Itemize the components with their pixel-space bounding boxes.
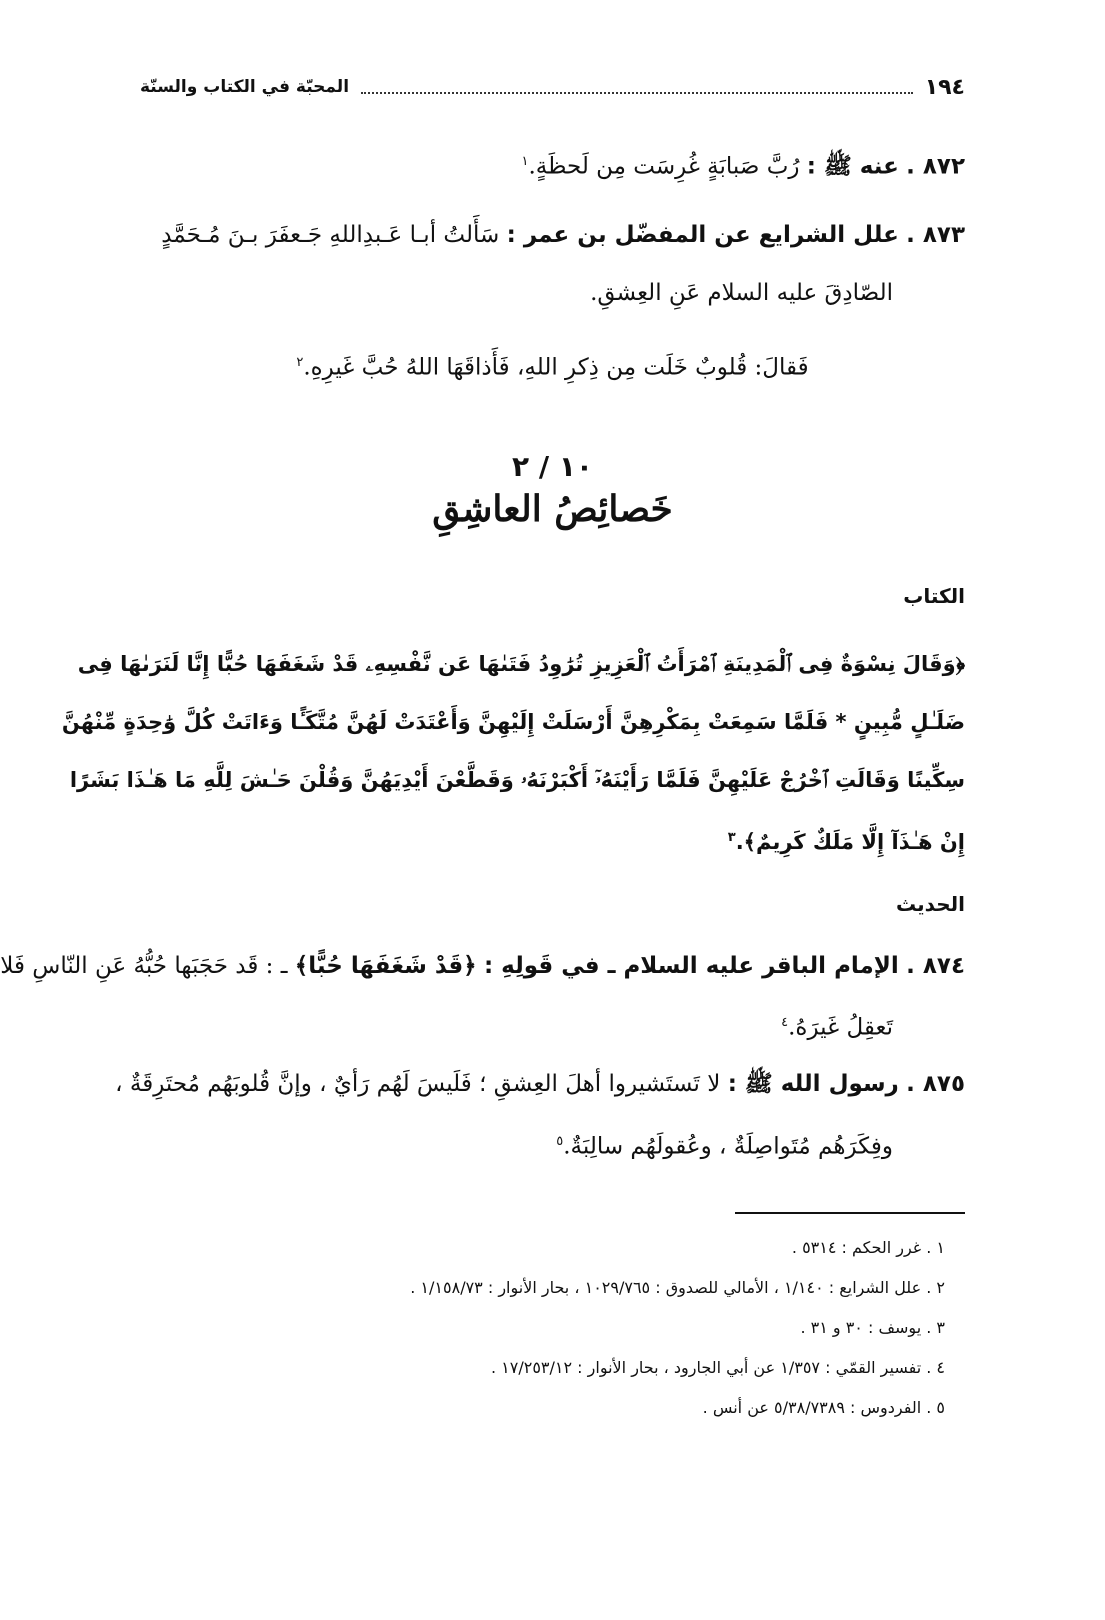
- hadith-heading: الحديث: [895, 892, 965, 916]
- footnote-ref: ٤: [781, 1015, 789, 1030]
- entry-873-line-3: [140, 343, 965, 388]
- footnote-ref: ٣: [727, 830, 736, 845]
- entry-text: تَعقِلُ غَيرَهُ.: [788, 1014, 893, 1041]
- quran-quote: ﴿قَدْ شَغَفَهَا حُبًّا﴾: [294, 953, 477, 979]
- entry-text: لا تَستَشيروا أهلَ العِشقِ ؛ فَلَيسَ لَهُم رَأيٌ ، وإنَّ قُلوبَهُم مُحتَرِقَةٌ ،: [115, 1071, 721, 1097]
- entry-number: ٨٧٤ .: [906, 953, 965, 979]
- entry-source: عنه ﷺ :: [806, 153, 899, 180]
- entry-873-line-1: [140, 215, 965, 255]
- footnote-ref: ٥: [556, 1134, 564, 1149]
- footnote-5: ٥ . الفردوس : ٥/٣٨/٧٣٨٩ عن أنس .: [702, 1398, 945, 1417]
- quran-line-1: ﴿وَقَالَ نِسْوَةٌ فِى ٱلْمَدِينَةِ ٱمْرَأَتُ ٱلْعَزِيزِ تُرَٰوِدُ فَتَىٰهَا عَن نَّفْسِهِۦ قَدْ شَغَفَهَا حُبًّا إِنَّا لَنَرَىٰهَا فِى: [77, 652, 965, 676]
- page-number: ١٩٤: [924, 74, 965, 100]
- kitab-heading: الكتاب: [903, 584, 965, 608]
- entry-source: الإمام الباقر عليه السلام ـ في قَولِهِ :: [483, 953, 899, 979]
- entry-874-line-2: [140, 1003, 893, 1048]
- quran-text: إِنْ هَـٰذَآ إِلَّا مَلَكٌ كَرِيمٌ﴾.: [735, 830, 965, 854]
- quran-line-4: [140, 818, 965, 862]
- footnote-3: ٣ . يوسف : ٣٠ و ٣١ .: [800, 1318, 945, 1337]
- footnote-ref: ١: [521, 154, 529, 169]
- entry-number: ٨٧٥ .: [906, 1071, 965, 1097]
- footnote-ref: ٢: [296, 355, 304, 370]
- entry-number: ٨٧٢ .: [906, 153, 965, 180]
- entry-number: ٨٧٣ .: [906, 222, 965, 248]
- quran-line-3: سِكِّينًا وَقَالَتِ ٱخْرُجْ عَلَيْهِنَّ فَلَمَّا رَأَيْنَهُۥٓ أَكْبَرْنَهُۥ وَقَطَّعْنَ أَيْدِيَهُنَّ وَقُلْنَ حَـٰشَ لِلَّهِ مَا هَـٰذَا بَشَرًا: [69, 768, 965, 792]
- entry-text: وفِكَرَهُم مُتَواصِلَةٌ ، وعُقولَهُم سالِبَةٌ.: [563, 1133, 893, 1160]
- footnote-1: ١ . غرر الحكم : ٥٣١٤ .: [791, 1238, 945, 1257]
- entry-875-line-1: [115, 1064, 965, 1104]
- section-number: ١٠ / ٢: [511, 450, 593, 483]
- entry-text: ـ : قَد حَجَبَها حُبُّهُ عَنِ النّاسِ فَلا: [0, 953, 288, 979]
- entry-text: سَأَلتُ أبـا عَـبدِاللهِ جَـعفَرَ بـنَ مُـحَمَّدٍ: [161, 222, 500, 248]
- entry-text: الصّادِقَ عليه السلام عَنِ العِشقِ.: [590, 280, 893, 306]
- running-title: المحبّة في الكتاب والسنّة: [140, 77, 350, 97]
- entry-875-line-2: [140, 1122, 893, 1167]
- footnote-separator: [735, 1212, 965, 1214]
- entry-source: رسول الله ﷺ :: [727, 1071, 899, 1097]
- entry-source: علل الشرايع عن المفضّل بن عمر :: [506, 222, 899, 248]
- entry-874-line-1: [0, 946, 965, 986]
- footnote-4: ٤ . تفسير القمّي : ١/٣٥٧ عن أبي الجارود ، بحار الأنوار : ١٧/٢٥٣/١٢ .: [490, 1358, 945, 1377]
- footnote-2: ٢ . علل الشرايع : ١/١٤٠ ، الأمالي للصدوق : ١٠٢٩/٧٦٥ ، بحار الأنوار : ١/١٥٨/٧٣ .: [410, 1278, 945, 1297]
- page-header: [140, 70, 965, 104]
- quran-line-2: ضَلَـٰلٍ مُّبِينٍ * فَلَمَّا سَمِعَتْ بِمَكْرِهِنَّ أَرْسَلَتْ إِلَيْهِنَّ وَأَعْتَدَتْ لَهُنَّ مُتَّكَـًٔا وَءَاتَتْ كُلَّ وَٰحِدَةٍ مِّنْهُنَّ: [61, 710, 965, 734]
- entry-873-line-2: [140, 273, 893, 313]
- section-title: خَصائِصُ العاشِقِ: [432, 488, 673, 530]
- dotted-leader: [361, 92, 913, 94]
- entry-872: [140, 142, 965, 187]
- entry-text: رُبَّ صَبابَةٍ غُرِسَت مِن لَحظَةٍ.: [528, 153, 800, 180]
- entry-text: فَقالَ: قُلوبٌ خَلَت مِن ذِكرِ اللهِ، فَأَذاقَهَا اللهُ حُبَّ غَيرِهِ.: [303, 354, 809, 381]
